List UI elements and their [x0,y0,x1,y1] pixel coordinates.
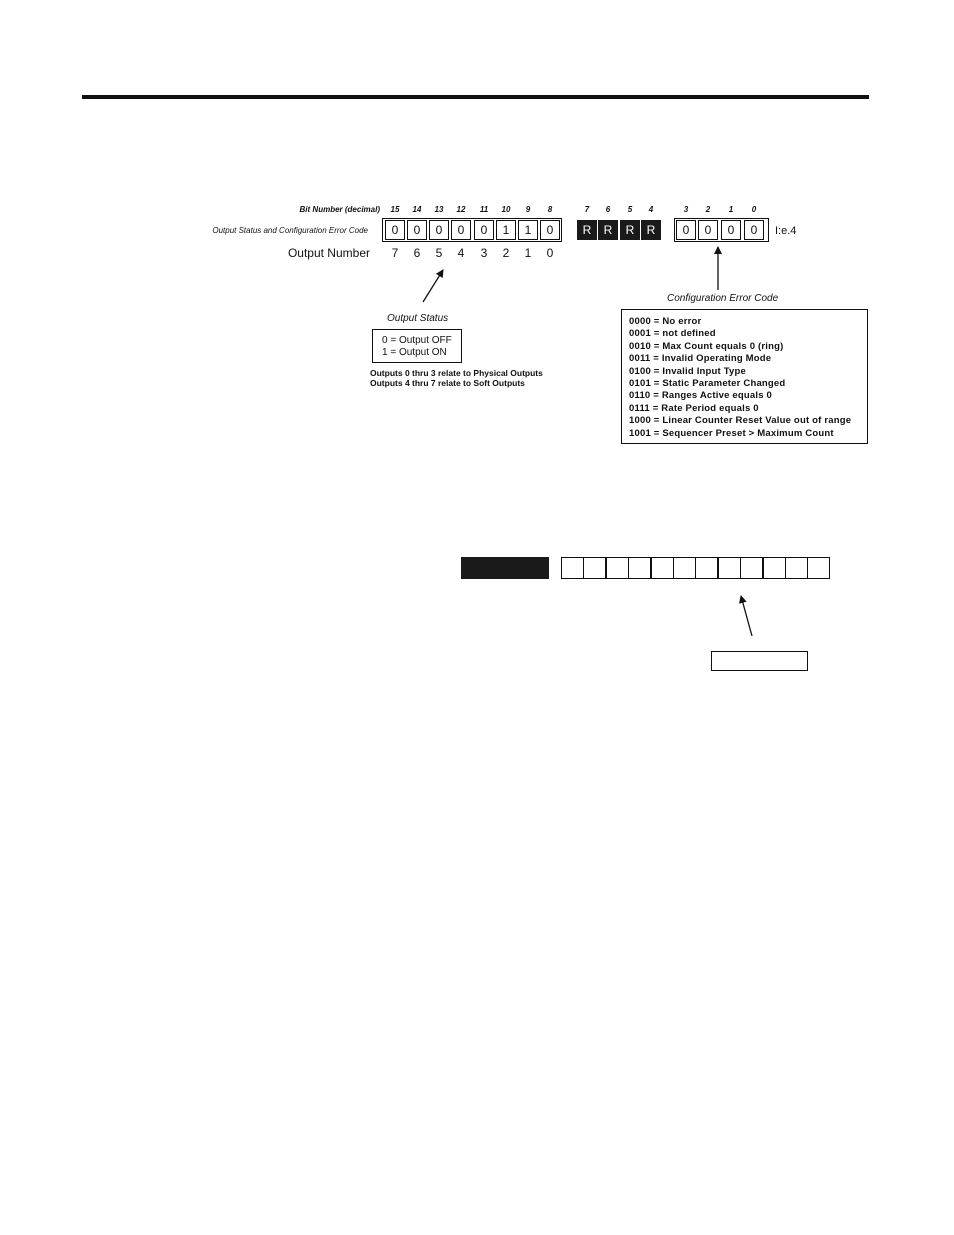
output-number: 0 [546,246,554,260]
output-status-line: 0 = Output OFF [382,335,452,346]
bit-number-label: Bit Number (decimal) [299,205,380,214]
output-status-bit-cell: 0 [540,220,560,240]
error-code-line: 0010 = Max Count equals 0 (ring) [629,340,784,352]
bit-number: 15 [390,205,400,214]
config-error-title: Configuration Error Code [667,293,779,304]
bit-number: 12 [456,205,466,214]
output-note: Outputs 0 thru 3 relate to Physical Outputs [370,368,543,378]
output-number: 5 [435,246,443,260]
output-number: 3 [480,246,488,260]
error-bit-cell: 0 [721,220,741,240]
output-status-arrow [423,270,443,302]
error-code-line: 0011 = Invalid Operating Mode [629,353,772,365]
error-code-line: 0110 = Ranges Active equals 0 [629,390,773,402]
bit-number: 13 [434,205,444,214]
reserved-bit-cell: R [641,220,661,240]
error-code-line: 0100 = Invalid Input Type [629,365,747,377]
output-status-bit-cell: 0 [407,220,427,240]
output-number: 1 [524,246,532,260]
reserved-bit-cell: R [598,220,618,240]
error-code-line: 1001 = Sequencer Preset > Maximum Count [629,427,834,439]
reserved-bit-cell: R [620,220,640,240]
error-code-line: 1000 = Linear Counter Reset Value out of range [629,415,852,427]
error-bit-cell: 0 [744,220,764,240]
bit-number: 14 [412,205,422,214]
bit-number: 9 [525,205,531,214]
bit-number: 8 [547,205,553,214]
output-number: 4 [457,246,465,260]
bit-number: 11 [479,205,489,214]
output-status-bit-cell: 1 [518,220,538,240]
output-note: Outputs 4 thru 7 relate to Soft Outputs [370,378,525,388]
bit-number: 7 [584,205,590,214]
bit-number: 4 [648,205,654,214]
error-code-line: 0111 = Rate Period equals 0 [629,402,759,414]
output-status-bit-cell: 0 [385,220,405,240]
bit-number: 0 [751,205,757,214]
output-number: 6 [413,246,421,260]
bit-number: 1 [728,205,734,214]
error-bit-cell: 0 [698,220,718,240]
output-number: 7 [391,246,399,260]
error-code-line: 0000 = No error [629,316,702,327]
second-diagram-arrow [741,596,752,636]
output-status-line: 1 = Output ON [382,347,447,358]
output-number-label: Output Number [287,246,370,260]
output-status-bit-cell: 1 [496,220,516,240]
error-code-line: 0001 = not defined [629,328,716,340]
word-row-label: Output Status and Configuration Error Code [212,226,368,235]
bit-number: 10 [501,205,511,214]
error-bit-cell: 0 [676,220,696,240]
bit-number: 5 [627,205,633,214]
output-status-bit-cell: 0 [451,220,471,240]
bit-number: 3 [683,205,689,214]
bit-number: 6 [605,205,611,214]
output-status-bit-cell: 0 [429,220,449,240]
output-number: 2 [502,246,510,260]
output-status-title: Output Status [387,313,449,324]
word-address: I:e.4 [775,225,797,237]
error-code-line: 0101 = Static Parameter Changed [629,378,786,390]
bit-number: 2 [705,205,711,214]
output-status-bit-cell: 0 [474,220,494,240]
reserved-bit-cell: R [577,220,597,240]
